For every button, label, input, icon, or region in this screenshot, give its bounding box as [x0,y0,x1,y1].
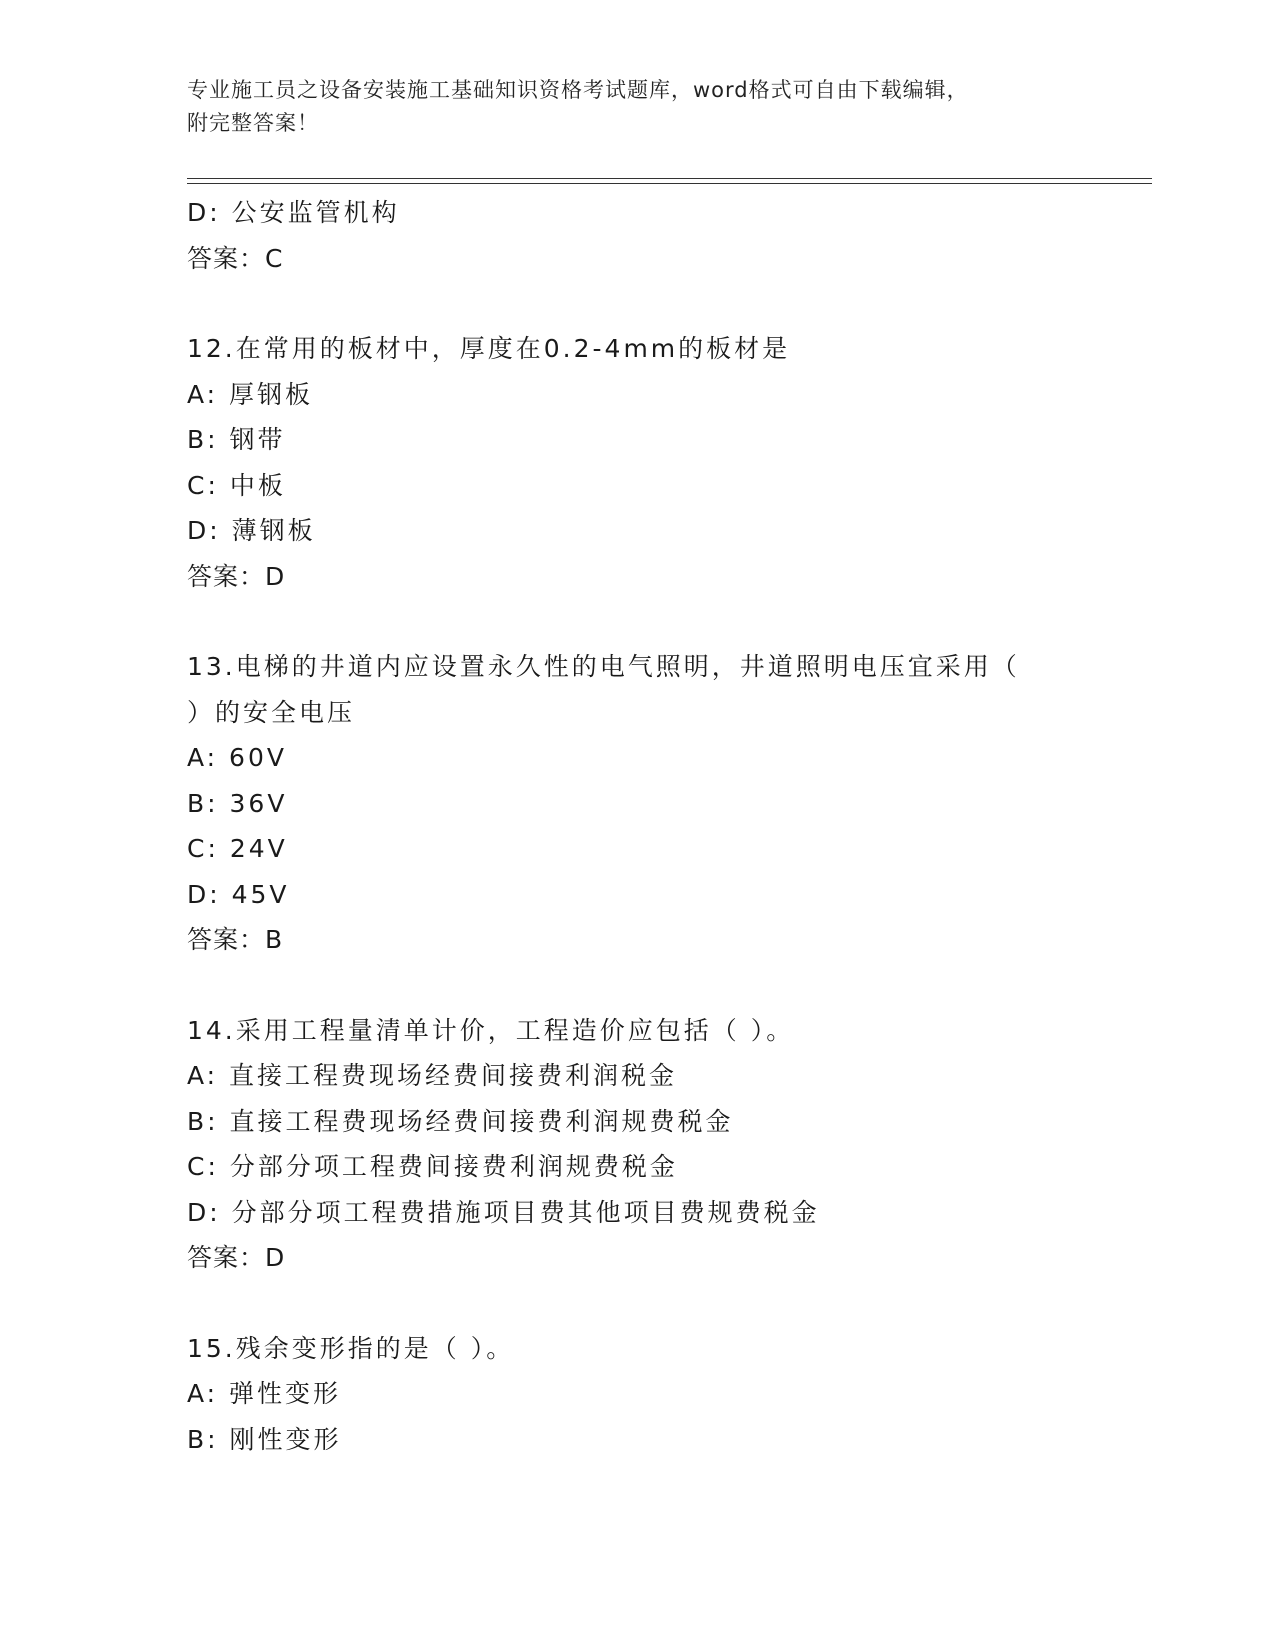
question-text: 12.在常用的板材中，厚度在0.2-4mm的板材是 [187,334,791,363]
spacer [187,963,1147,1008]
header-divider-bottom [187,183,1152,184]
question-block-14 [187,1008,1147,1281]
question-text: 14.采用工程量清单计价，工程造价应包括（ ）。 [187,1015,795,1045]
option-a: A: 直接工程费现场经费间接费利润税金 [187,1061,678,1090]
spacer [187,1281,1147,1326]
option-d: D: 薄钢板 [187,516,316,545]
answer-line: 答案：C [187,243,284,273]
spacer [187,599,1147,644]
option-d: D: 45V [187,879,290,909]
option-a: A: 弹性变形 [187,1379,342,1408]
question-text: 15.残余变形指的是（ ）。 [187,1333,515,1363]
header-line-1: 专业施工员之设备安装施工基础知识资格考试题库，word格式可自由下载编辑， [187,78,969,102]
option-c: C: 分部分项工程费间接费利润规费税金 [187,1152,678,1181]
answer-line: 答案：D [187,561,286,591]
question-block-11 [187,190,1147,281]
question-list [187,190,1147,1462]
option-b: B: 36V [187,788,288,818]
option-d: D: 分部分项工程费措施项目费其他项目费规费税金 [187,1197,820,1227]
option-a: A: 60V [187,743,287,772]
option-b: B: 直接工程费现场经费间接费利润规费税金 [187,1106,734,1136]
option-a: A: 厚钢板 [187,379,314,409]
question-text-continued: ）的安全电压 [187,697,356,727]
spacer [187,281,1147,326]
answer-line: 答案：B [187,925,284,954]
option-c: C: 24V [187,834,288,863]
header-line-2: 附完整答案！ [187,111,319,135]
option-b: B: 刚性变形 [187,1424,342,1454]
question-block-12 [187,326,1147,599]
option-b: B: 钢带 [187,425,286,454]
option-d: D: 公安监管机构 [187,198,400,227]
question-block-15 [187,1326,1147,1463]
question-text: 13.电梯的井道内应设置永久性的电气照明，井道照明电压宜采用（ [187,652,1020,681]
option-c: C: 中板 [187,470,286,500]
header-divider-top [187,178,1152,179]
answer-line: 答案：D [187,1243,286,1272]
page-header [187,74,1087,140]
question-block-13 [187,644,1147,963]
